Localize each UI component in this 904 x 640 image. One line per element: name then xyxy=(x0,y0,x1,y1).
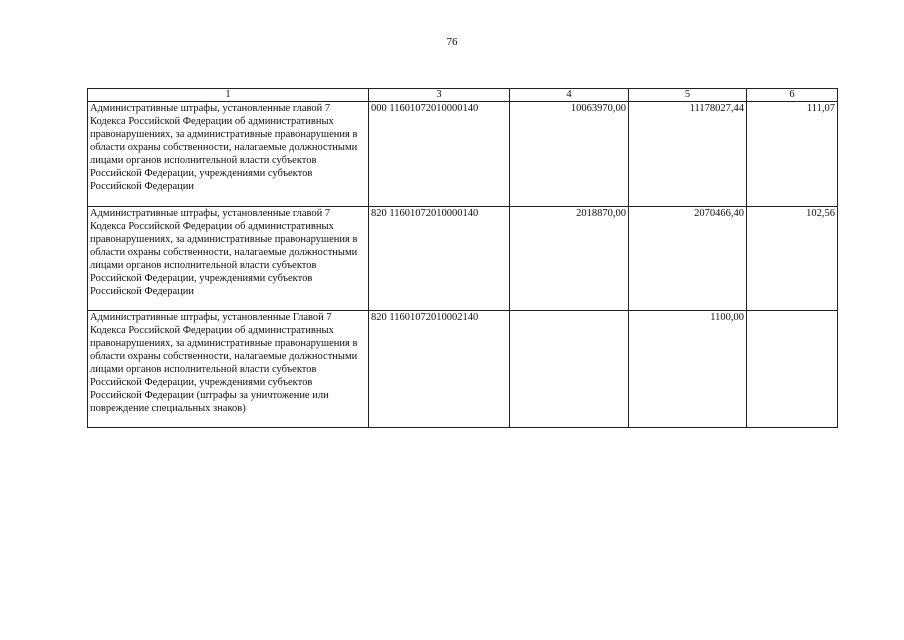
row-code: 000 11601072010000140 xyxy=(369,102,510,207)
column-header: 5 xyxy=(629,89,747,102)
row-col4-value xyxy=(510,311,629,428)
row-col5-value: 11178027,44 xyxy=(629,102,747,207)
row-description: Административные штрафы, установленные Главой 7 Кодекса Российской Федерации об административных правонарушениях, за административные правонарушения в области охраны собственности, налагаемые должностными лицами органов исполнительной власти субъектов Российской Федерации, учреждениями субъектов Российской Федерации (штрафы за уничтожение или повреждение специальных знаков) xyxy=(88,311,369,428)
page-number: 76 xyxy=(446,36,458,48)
row-code: 820 11601072010000140 xyxy=(369,207,510,311)
row-col4-value: 10063970,00 xyxy=(510,102,629,207)
row-col5-value: 1100,00 xyxy=(629,311,747,428)
column-header: 4 xyxy=(510,89,629,102)
table-header-row xyxy=(88,89,838,102)
row-col6-percent: 102,56 xyxy=(747,207,838,311)
row-col6-percent xyxy=(747,311,838,428)
row-code: 820 11601072010002140 xyxy=(369,311,510,428)
row-col5-value: 2070466,40 xyxy=(629,207,747,311)
table-row xyxy=(88,311,838,428)
row-description: Административные штрафы, установленные главой 7 Кодекса Российской Федерации об административных правонарушениях, за административные правонарушения в области охраны собственности, налагаемые должностными лицами органов исполнительной власти субъектов Российской Федерации, учреждениями субъектов Российской Федерации xyxy=(88,207,369,311)
table-row xyxy=(88,102,838,207)
row-description: Административные штрафы, установленные главой 7 Кодекса Российской Федерации об административных правонарушениях, за административные правонарушения в области охраны собственности, налагаемые должностными лицами органов исполнительной власти субъектов Российской Федерации, учреждениями субъектов Российской Федерации xyxy=(88,102,369,207)
column-header: 3 xyxy=(369,89,510,102)
column-header: 1 xyxy=(88,89,369,102)
row-col4-value: 2018870,00 xyxy=(510,207,629,311)
row-col6-percent: 111,07 xyxy=(747,102,838,207)
revenue-table xyxy=(87,88,838,428)
table-row xyxy=(88,207,838,311)
column-header: 6 xyxy=(747,89,838,102)
